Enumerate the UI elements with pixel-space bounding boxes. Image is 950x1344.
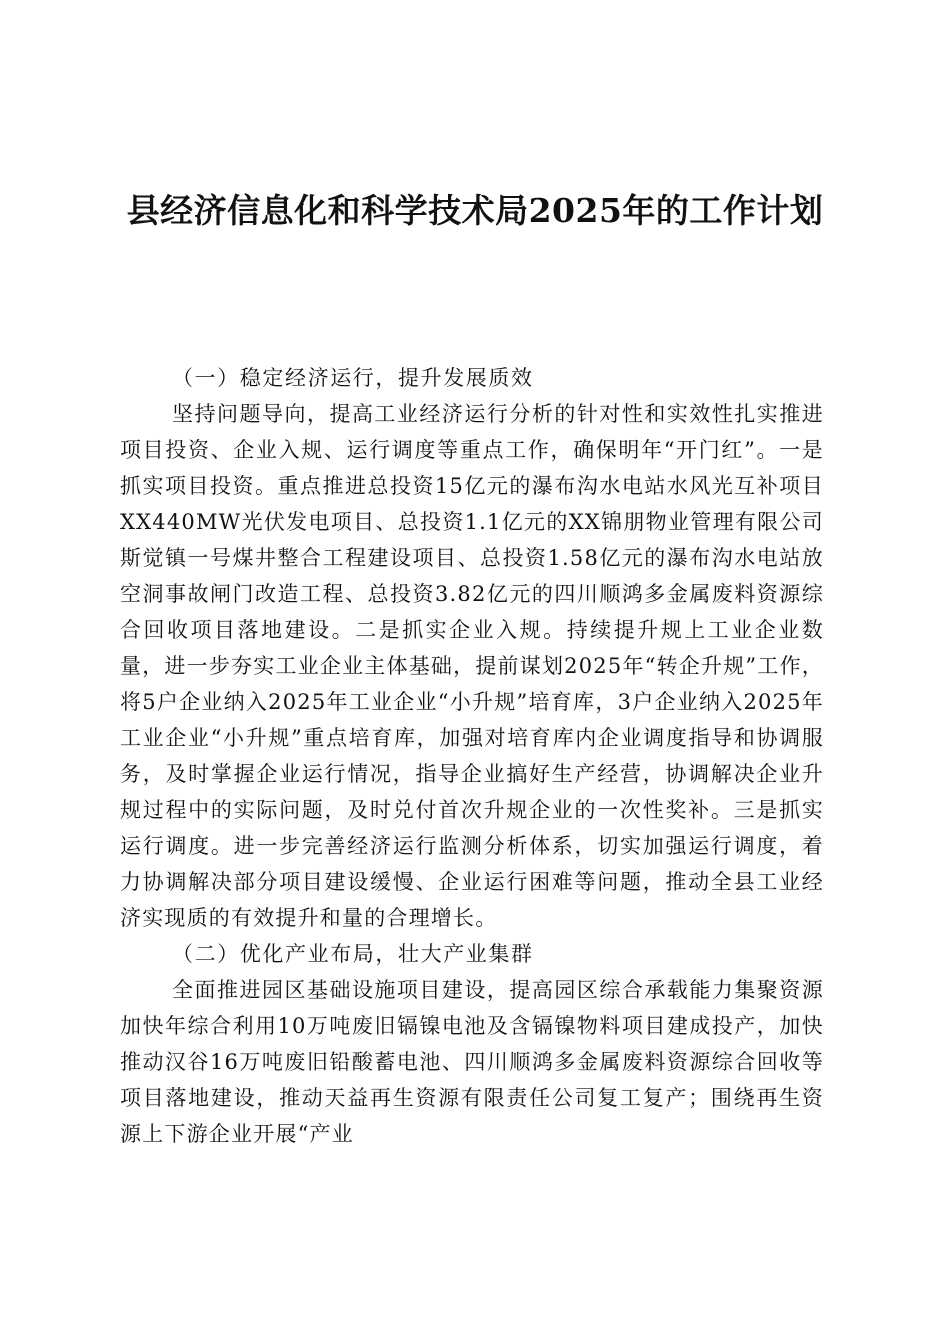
section-heading-1: （一）稳定经济运行，提升发展质效 — [172, 366, 534, 390]
section-heading-2: （二）优化产业布局，壮大产业集群 — [172, 942, 534, 966]
section-paragraph-1: 坚持问题导向，提高工业经济运行分析的针对性和实效性扎实推进项目投资、企业入规、运行调度等重点工作，确保明年“开门红”。一是抓实项目投资。重点推进总投资15亿元的瀑布沟水电站水风光互补项目XX440MW光伏发电项目、总投资1.1亿元的XX锦朋物业管理有限公司斯觉镇一号煤井整合工程建设项目、总投资1.58亿元的瀑布沟水电站放空洞事故闸门改造工程、总投资3.82亿元的四川顺鸿多金属废料资源综合回收项目落地建设。二是抓实企业入规。持续提升规上工业企业数量，进一步夯实工业企业主体基础，提前谋划2025年“转企升规”工作，将5户企业纳入2025年工业企业“小升规”培育库，3户企业纳入2025年工业企业“小升规”重点培育库，加强对培育库内企业调度指导和协调服务，及时掌握企业运行情况，指导企业搞好生产经营，协调解决企业升规过程中的实际问题，及时兑付首次升规企业的一次性奖补。三是抓实运行调度。进一步完善经济运行监测分析体系，切实加强运行调度，着力协调解决部分项目建设缓慢、企业运行困难等问题，推动全县工业经济实现质的有效提升和量的合理增长。 — [120, 402, 824, 930]
document-body — [120, 360, 824, 1152]
section-paragraph-2: 全面推进园区基础设施项目建设，提高园区综合承载能力集聚资源加快年综合利用10万吨废旧镉镍电池及含镉镍物料项目建成投产，加快推动汉谷16万吨废旧铅酸蓄电池、四川顺鸿多金属废料资源综合回收等项目落地建设，推动天益再生资源有限责任公司复工复产；围绕再生资源上下游企业开展“产业 — [120, 978, 824, 1146]
document-title: 县经济信息化和科学技术局2025年的工作计划 — [126, 191, 824, 230]
